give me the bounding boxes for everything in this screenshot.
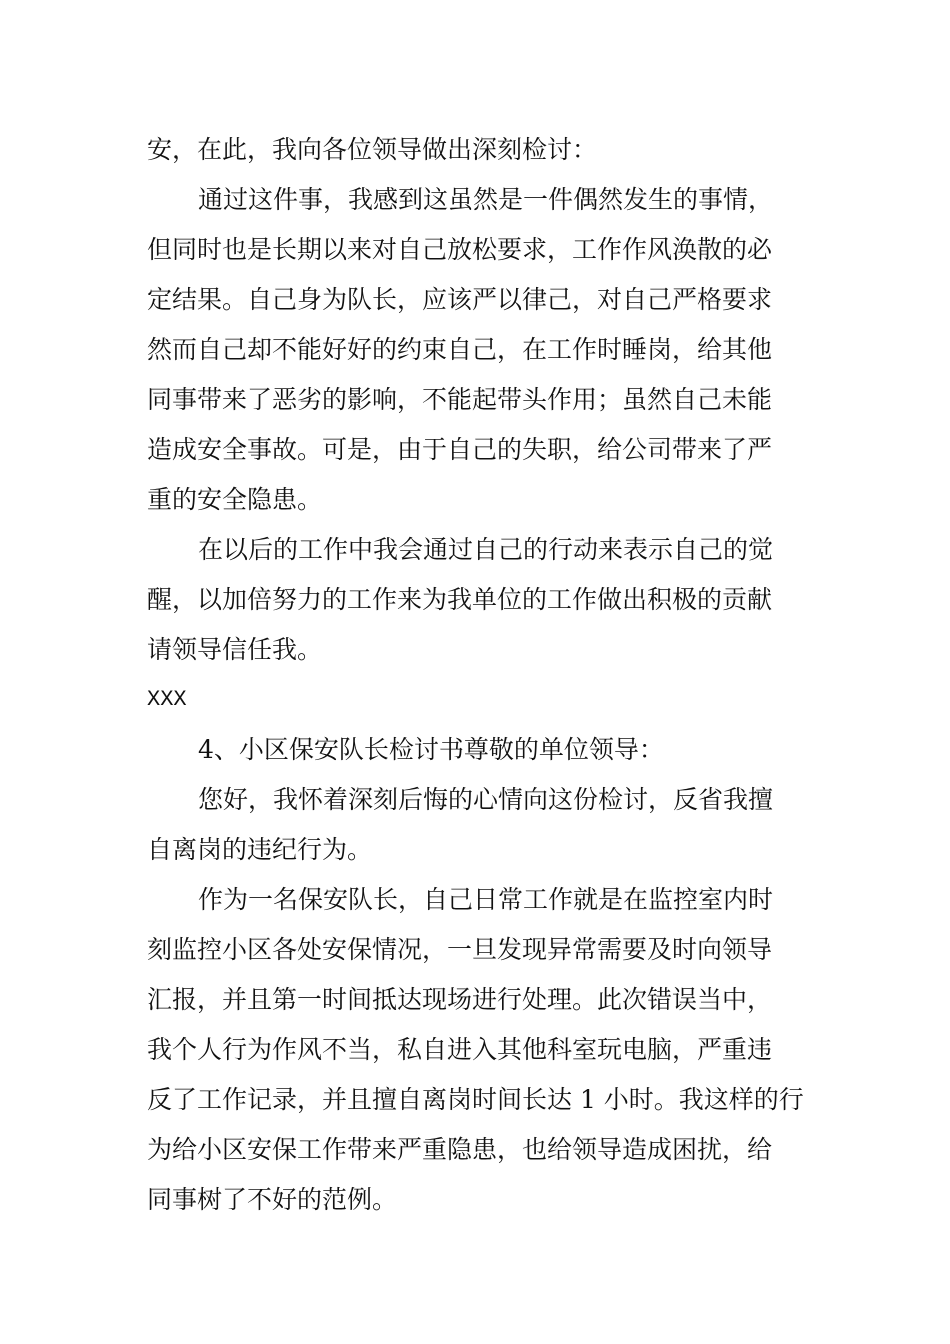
signature-placeholder: XXX [147, 687, 187, 712]
text-line: 造成安全事故。可是，由于自己的失职，给公司带来了严 [147, 435, 773, 464]
text-line: 但同时也是长期以来对自己放松要求，工作作风涣散的必 [147, 235, 773, 264]
text-line: 反了工作记录，并且擅自离岗时间长达 1 小时。我这样的行 [147, 1085, 804, 1114]
text-line: 醒，以加倍努力的工作来为我单位的工作做出积极的贡献 [147, 585, 773, 614]
text-line: 请领导信任我。 [147, 635, 323, 664]
text-line: 定结果。自己身为队长，应该严以律己，对自己严格要求 [147, 285, 773, 314]
text-line: 然而自己却不能好好的约束自己，在工作时睡岗，给其他 [147, 335, 773, 364]
text-line: 我个人行为作风不当，私自进入其他科室玩电脑，严重违 [147, 1035, 773, 1064]
paragraph-start-line: 在以后的工作中我会通过自己的行动来表示自己的觉 [198, 535, 774, 564]
section-heading: 4、小区保安队长检讨书尊敬的单位领导： [198, 735, 664, 764]
text-line: 汇报，并且第一时间抵达现场进行处理。此次错误当中， [147, 985, 773, 1014]
text-line: 为给小区安保工作带来严重隐患，也给领导造成困扰，给 [147, 1135, 773, 1164]
text-line: 安，在此，我向各位领导做出深刻检讨： [147, 135, 598, 164]
text-line: 同事树了不好的范例。 [147, 1185, 398, 1214]
text-line: 重的安全隐患。 [147, 485, 323, 514]
paragraph-start-line: 作为一名保安队长，自己日常工作就是在监控室内时 [198, 885, 774, 914]
text-line: 同事带来了恶劣的影响，不能起带头作用；虽然自己未能 [147, 385, 773, 414]
paragraph-start-line: 您好，我怀着深刻后悔的心情向这份检讨，反省我擅 [198, 785, 774, 814]
paragraph-start-line: 通过这件事，我感到这虽然是一件偶然发生的事情， [198, 185, 774, 214]
text-line: 刻监控小区各处安保情况，一旦发现异常需要及时向领导 [147, 935, 773, 964]
text-line: 自离岗的违纪行为。 [147, 835, 373, 864]
